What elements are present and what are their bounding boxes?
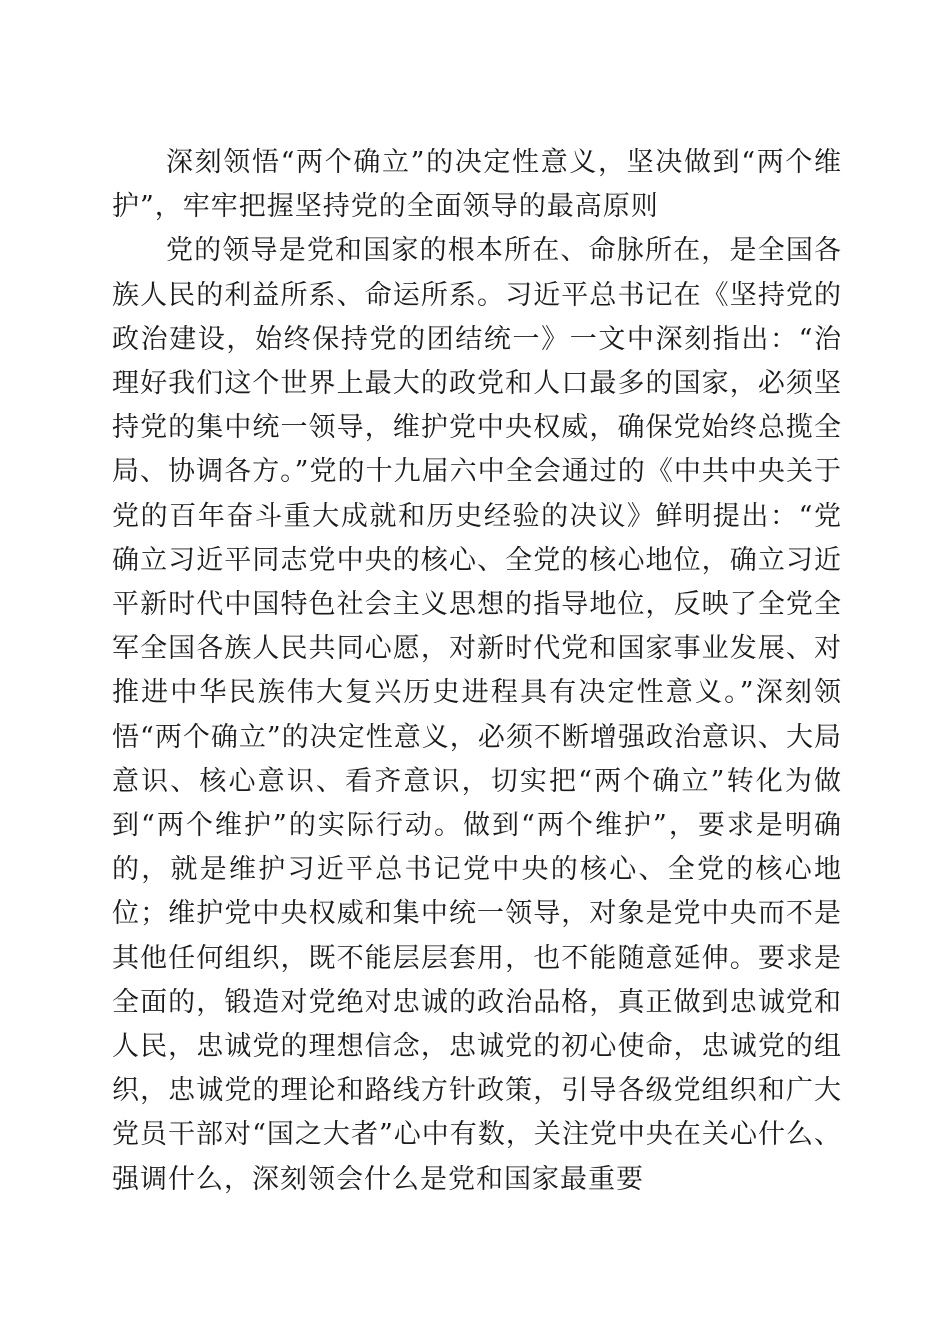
section-heading: 深刻领悟“两个确立”的决定性意义，坚决做到“两个维护”，牢牢把握坚持党的全面领导的最高原则 <box>112 147 842 223</box>
body-paragraph: 党的领导是党和国家的根本所在、命脉所在，是全国各族人民的利益所系、命运所系。习近平总书记在《坚持党的政治建设，始终保持党的团结统一》一文中深刻指出：“治理好我们这个世界上最大的政党和人口最多的国家，必须坚持党的集中统一领导，维护党中央权威，确保党始终总揽全局、协调各方。”党的十九届六中全会通过的《中共中央关于党的百年奋斗重大成就和历史经验的决议》鲜明提出：“党确立习近平同志党中央的核心、全党的核心地位，确立习近平新时代中国特色社会主义思想的指导地位，反映了全党全军全国各族人民共同心愿，对新时代党和国家事业发展、对推进中华民族伟大复兴历史进程具有决定性意义。”深刻领悟“两个确立”的决定性意义，必须不断增强政治意识、大局意识、核心意识、看齐意识，切实把“两个确立”转化为做到“两个维护”的实际行动。做到“两个维护”，要求是明确的，就是维护习近平总书记党中央的核心、全党的核心地位；维护党中央权威和集中统一领导，对象是党中央而不是其他任何组织，既不能层层套用，也不能随意延伸。要求是全面的，锻造对党绝对忠诚的政治品格，真正做到忠诚党和人民，忠诚党的理想信念，忠诚党的初心使命，忠诚党的组织，忠诚党的理论和路线方针政策，引导各级党组织和广大党员干部对“国之大者”心中有数，关注党中央在关心什么、强调什么，深刻领会什么是党和国家最重要 <box>112 235 842 1195</box>
document-text <box>112 141 842 1202</box>
